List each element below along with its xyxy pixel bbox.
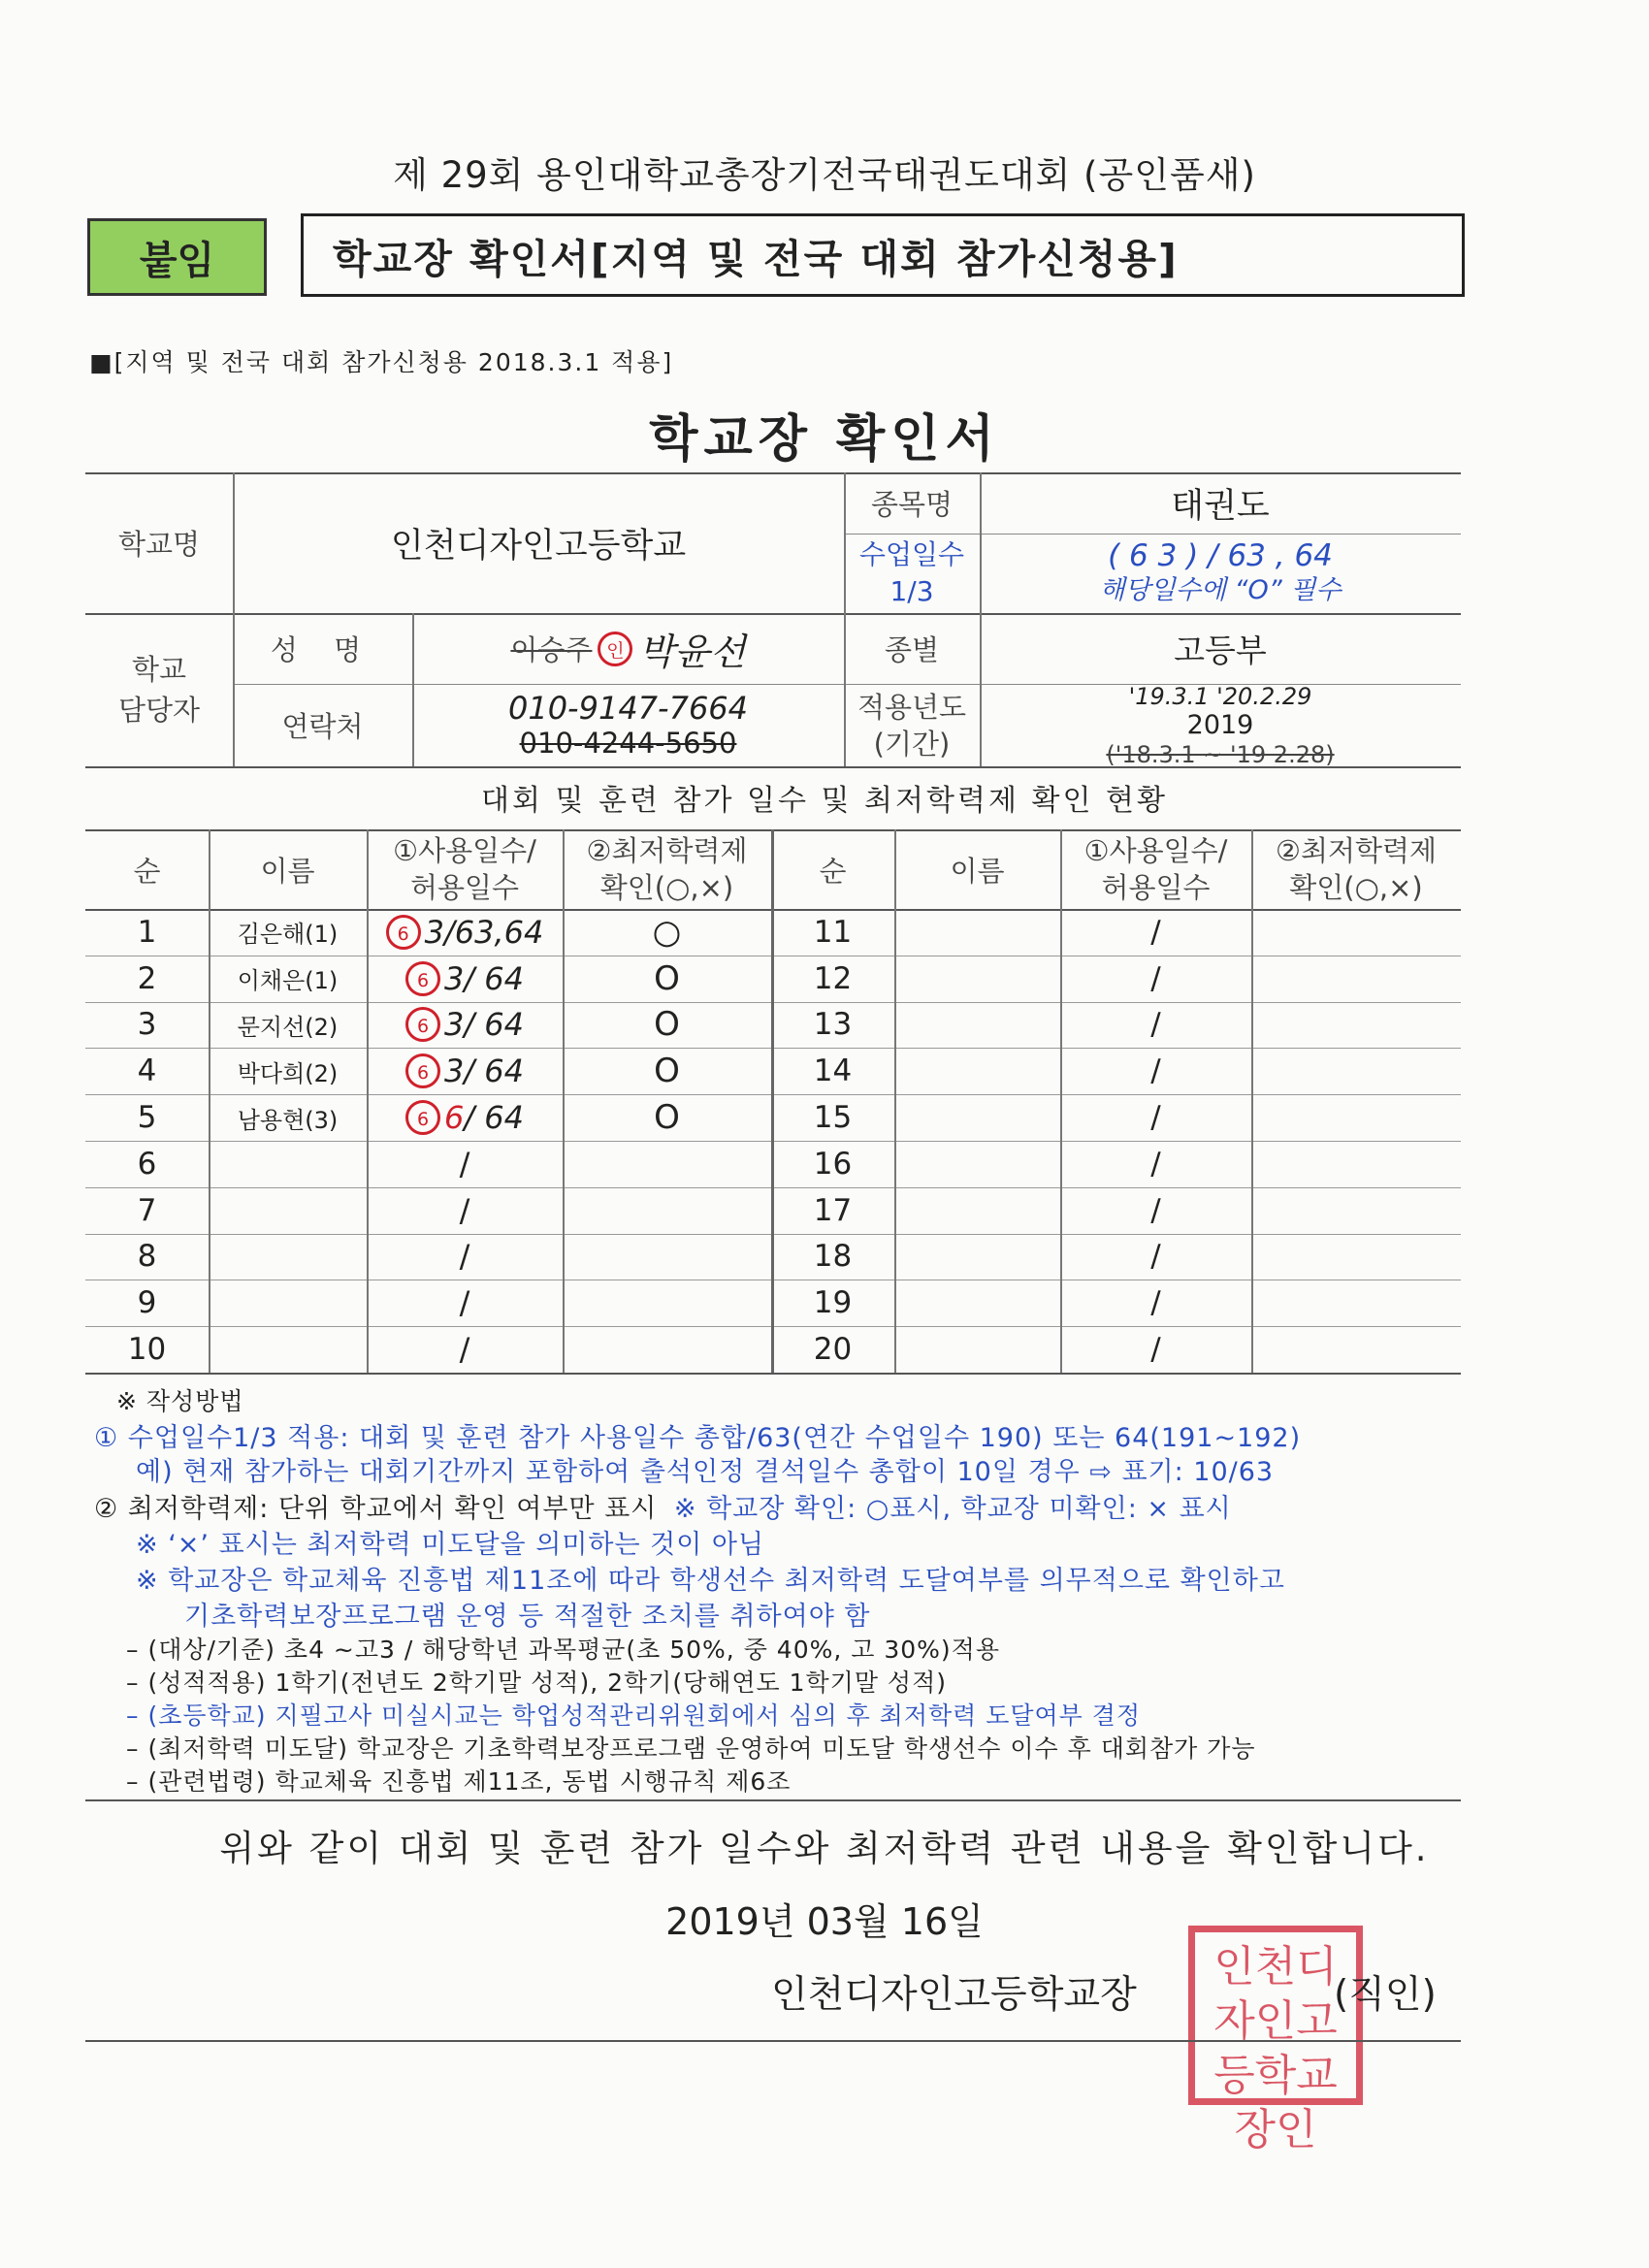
class-days-label-line1: 수업일수 [858,538,965,570]
row-days-right: / [1150,1332,1161,1368]
row-no-right: 13 [813,1007,853,1043]
main-title: 학교장 확인서 [649,410,1000,469]
row-check: O [654,958,680,998]
correction-stamp: 인 [598,632,632,666]
note-4a: ※ 학교장은 학교체육 진흥법 제11조에 따라 학생선수 최저학력 도달여부를 의무적으로 확인하고 [136,1566,1285,1596]
row-name: 이채은(1) [237,967,339,995]
row-days-right: / [1150,1053,1161,1089]
sport-label: 종목명 [870,488,954,521]
header-days-right-line2: 허용일수 [1101,871,1211,904]
school-label: 학교명 [117,528,201,561]
row-used-days: 3 [443,1053,465,1090]
period-label [844,684,980,766]
division-label: 종별 [884,633,940,666]
row-check: O [654,1052,680,1091]
row-no-right: 14 [813,1053,853,1089]
attach-badge: 붙임 [87,218,267,296]
status-title: 대회 및 훈련 참가 일수 및 최저학력제 확인 현황 [481,784,1168,818]
row-name [209,1141,367,1187]
row-allowed-days: / [459,1284,470,1322]
row-allowed-days: / [459,1145,470,1183]
manager-name-handwritten: 박윤선 [638,631,746,673]
row-allowed-days: / [459,1238,470,1276]
contact-struck: 010-4244-5650 [519,726,737,760]
header-days-line1: ①사용일수/ [393,834,536,867]
note-1b: 예) 현재 참가하는 대회기간까지 포함하여 출석인정 결석일수 총합이 10일 경우 ⇨ 표기: 10/63 [136,1457,1275,1487]
row-no: 7 [137,1192,157,1228]
header-no-right: 순 [819,854,847,888]
header-name: 이름 [260,854,315,888]
manager-label-line1: 학교 [131,653,187,686]
row-no: 10 [127,1332,167,1368]
period-struck: ('18.3.1 ~ '19 2.28) [1106,740,1335,768]
row-no-right: 11 [813,914,853,950]
seal-text: 인천디자인고등학교장인 [1213,1942,1338,2155]
contact-cell [412,684,844,766]
header-days-right [1060,829,1251,909]
period-year: 2019 [1186,709,1254,740]
row-days [367,1048,563,1094]
row-used-days: 3 [443,959,465,997]
row-no-right: 16 [813,1146,853,1182]
row-days [367,1280,563,1326]
sport-value: 태권도 [1171,486,1270,526]
row-check [563,1326,771,1373]
row-days [367,1094,563,1141]
division-value: 고등부 [1174,632,1267,669]
header-days [367,829,563,909]
principal-name: 인천디자인고등학교장 [771,1973,1137,2017]
row-name [209,1280,367,1326]
class-days-value: ( 6 3 ) / 63 , 64 [1108,538,1333,573]
seal-label: (직인) [1334,1973,1437,2017]
row-no: 4 [137,1053,157,1089]
detail-1: – (대상/기준) 초4 ~고3 / 해당학년 과목평균(초 50%, 중 40%, 고 30%)적용 [126,1636,1000,1664]
header-days-line2: 허용일수 [409,871,520,904]
notes-heading: ※ 작성방법 [116,1387,244,1415]
row-allowed-days: / 64 [464,1006,525,1044]
manager-name-cell [412,613,844,684]
row-days-right: / [1150,1007,1161,1043]
row-days-right: / [1150,1100,1161,1136]
manager-label [85,613,233,766]
note-1a: ① 수업일수1/3 적용: 대회 및 훈련 참가 사용일수 총합/63(연간 수업일수 190) 또는 64(191~192) [94,1423,1302,1453]
class-days-hint: 해당일수에 “O” 필수 [1099,575,1342,605]
confirm-sentence: 위와 같이 대회 및 훈련 참가 일수와 최저학력 관련 내용을 확인합니다. [219,1828,1430,1869]
detail-4: – (최저학력 미도달) 학교장은 기초학력보장프로그램 운영하여 미도달 학생선수 이수 후 대회참가 가능 [126,1734,1256,1763]
header-no: 순 [133,854,161,888]
row-no: 6 [137,1146,157,1182]
row-days-right: / [1150,1192,1161,1228]
header-days-right-line1: ①사용일수/ [1083,834,1228,867]
row-days [367,1187,563,1234]
row-name: 김은해(1) [237,921,339,949]
row-check: O [654,1098,680,1138]
row-check: ○ [652,912,682,952]
row-days [367,909,563,956]
header-academic-line2: 확인(○,×) [599,871,734,904]
form-note: ■[지역 및 전국 대회 참가신청용 2018.3.1 적용] [89,348,674,376]
manager-label-line2: 담당자 [117,694,201,727]
row-days [367,956,563,1002]
row-no-right: 15 [813,1100,853,1136]
row-no-right: 18 [813,1239,853,1275]
note-2b-text: ※ 학교장 확인: ○표시, 학교장 미확인: × 표시 [673,1494,1232,1524]
row-no: 5 [137,1100,157,1136]
class-days-value-cell [980,534,1461,613]
row-name: 문지선(2) [237,1013,339,1041]
correction-stamp: 6 [405,961,440,996]
row-no: 9 [137,1285,157,1321]
row-check [563,1141,771,1187]
detail-5: – (관련법령) 학교체육 진흥법 제11조, 동법 시행규칙 제6조 [126,1767,792,1796]
row-allowed-days: / [459,1331,470,1369]
row-allowed-days: / 64 [464,1099,525,1137]
header-academic-line1: ②최저학력제 [586,834,748,867]
row-days [367,1141,563,1187]
period-label-line2: (기간) [873,727,951,761]
correction-stamp: 6 [386,915,421,950]
manager-name-struck: 이승주 [510,633,593,666]
row-allowed-days: / [459,1191,470,1229]
event-title: 제 29회 용인대학교총장기전국태권도대회 (공인품새) [393,154,1256,196]
row-name: 박다희(2) [237,1059,339,1087]
row-no: 1 [137,914,157,950]
detail-3: – (초등학교) 지필고사 미실시교는 학업성적관리위원회에서 심의 후 최저학력 도달여부 결정 [126,1701,1142,1730]
correction-stamp: 6 [405,1100,440,1135]
note-2a [94,1487,1232,1525]
row-check [563,1187,771,1234]
header-academic-right-line1: ②최저학력제 [1275,834,1438,867]
row-days [367,1234,563,1280]
header-academic-right-line2: 확인(○,×) [1289,871,1423,904]
row-days-right: / [1150,914,1161,950]
document-box-title: 학교장 확인서[지역 및 전국 대회 참가신청용] [301,213,1465,297]
row-used-days: 3 [424,913,444,951]
note-4b: 기초학력보장프로그램 운영 등 적절한 조치를 취하여야 함 [184,1602,871,1632]
row-no-right: 20 [813,1332,853,1368]
row-used-days: 6 [443,1099,465,1137]
row-days-right: / [1150,960,1161,996]
class-days-label-line2: 1/3 [889,575,934,607]
row-check [563,1280,771,1326]
period-label-line1: 적용년도 [857,690,967,724]
row-allowed-days: /63,64 [443,913,544,951]
class-days-label [844,534,980,613]
row-allowed-days: / 64 [464,959,525,997]
row-no: 3 [137,1007,157,1043]
row-days-right: / [1150,1146,1161,1182]
row-no-right: 12 [813,960,853,996]
row-name [209,1326,367,1373]
row-no-right: 17 [813,1192,853,1228]
row-used-days: 3 [443,1006,465,1044]
name-label: 성 명 [270,633,375,666]
row-days-right: / [1150,1285,1161,1321]
row-check: O [654,1005,680,1045]
row-no: 8 [137,1239,157,1275]
row-name: 남용현(3) [237,1106,339,1134]
period-cell [980,684,1461,766]
row-check [563,1234,771,1280]
row-days-right: / [1150,1239,1161,1275]
row-allowed-days: / 64 [464,1053,525,1090]
row-no: 2 [137,960,157,996]
period-handwritten: '19.3.1 '20.2.29 [1128,682,1312,710]
school-name: 인천디자인고등학교 [390,526,687,566]
header-academic [563,829,771,909]
confirm-date: 2019년 03월 16일 [665,1900,984,1943]
header-academic-right [1251,829,1461,909]
row-name [209,1234,367,1280]
row-no-right: 19 [813,1285,853,1321]
correction-stamp: 6 [405,1053,440,1088]
row-name [209,1187,367,1234]
header-name-right: 이름 [950,854,1005,888]
contact-handwritten: 010-9147-7664 [507,689,749,727]
row-days [367,1002,563,1049]
correction-stamp: 6 [405,1007,440,1042]
detail-2: – (성적적용) 1학기(전년도 2학기말 성적), 2학기(당해연도 1학기말 성적) [126,1669,947,1697]
row-days [367,1326,563,1373]
contact-label: 연락처 [281,710,364,743]
note-3: ※ ‘×’ 표시는 최저학력 미도달을 의미하는 것이 아님 [136,1530,765,1560]
note-2a-text: ② 최저학력제: 단위 학교에서 확인 여부만 표시 [94,1494,658,1524]
